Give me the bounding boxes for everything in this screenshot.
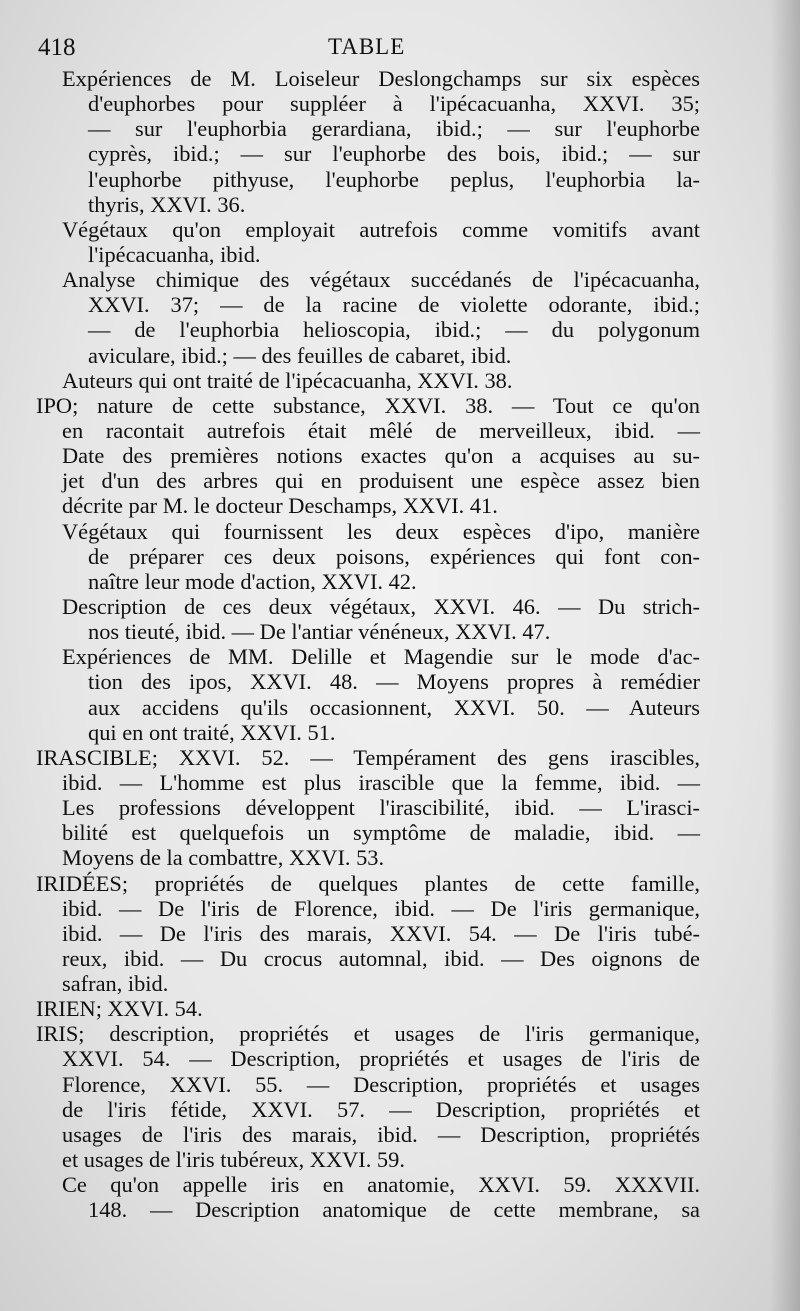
index-subentry-line: l'euphorbe pithyuse, l'euphorbe peplus, l'euphorbia la- bbox=[88, 166, 700, 192]
index-subentry-line: Végétaux qu'on employait autrefois comme vomitifs avant bbox=[62, 216, 700, 242]
index-subentry-line: — de l'euphorbia helioscopia, ibid.; — du polygonum bbox=[88, 317, 700, 343]
index-subentry-line: Florence, XXVI. 55. — Description, propriétés et usages bbox=[62, 1071, 700, 1097]
index-subentry-line: Ce qu'on appelle iris en anatomie, XXVI. 59. XXXVII. bbox=[62, 1172, 700, 1198]
index-subentry-line: naître leur mode d'action, XXVI. 42. bbox=[88, 568, 417, 594]
index-subentry-line: en racontait autrefois était mêlé de merveilleux, ibid. — bbox=[62, 417, 700, 443]
index-subentry-line: qui en ont traité, XXVI. 51. bbox=[88, 719, 336, 745]
page-number: 418 bbox=[38, 34, 76, 61]
index-body bbox=[0, 66, 800, 1222]
index-entry-line: IRIDÉES; propriétés de quelques plantes de cette famille, bbox=[36, 870, 700, 896]
index-subentry-line: Les professions développent l'irascibilité, ibid. — L'irasci- bbox=[62, 795, 700, 821]
index-subentry-line: thyris, XXVI. 36. bbox=[88, 191, 246, 217]
index-subentry-line: de l'iris fétide, XXVI. 57. — Description, propriétés et bbox=[62, 1096, 700, 1122]
index-subentry-line: de préparer ces deux poisons, expériences qui font con- bbox=[88, 543, 700, 569]
index-subentry-line: Analyse chimique des végétaux succédanés de l'ipécacuanha, bbox=[62, 267, 700, 293]
index-entry-line: IRASCIBLE; XXVI. 52. — Tempérament des gens irascibles, bbox=[36, 744, 700, 770]
index-subentry-line: bilité est quelquefois un symptôme de maladie, ibid. — bbox=[62, 820, 700, 846]
index-subentry-line: Description de ces deux végétaux, XXVI. 46. — Du strich- bbox=[62, 593, 700, 619]
index-subentry-line: jet d'un des arbres qui en produisent une espèce assez bien bbox=[62, 468, 700, 494]
page-header bbox=[38, 34, 738, 64]
index-entry-line: IRIS; description, propriétés et usages de l'iris germanique, bbox=[36, 1021, 700, 1047]
index-subentry-line: — sur l'euphorbia gerardiana, ibid.; — sur l'euphorbe bbox=[88, 116, 700, 142]
index-subentry-line: Date des premières notions exactes qu'on a acquises au su- bbox=[62, 443, 700, 469]
index-subentry-line: Moyens de la combattre, XXVI. 53. bbox=[62, 845, 385, 871]
index-subentry-line: XXVI. 54. — Description, propriétés et usages de l'iris de bbox=[62, 1046, 700, 1072]
index-subentry-line: safran, ibid. bbox=[62, 971, 169, 997]
index-subentry-line: aviculare, ibid.; — des feuilles de cabaret, ibid. bbox=[88, 342, 512, 368]
index-subentry-line: nos tieuté, ibid. — De l'antiar vénéneux, XXVI. 47. bbox=[88, 619, 551, 645]
index-subentry-line: Végétaux qui fournissent les deux espèces d'ipo, manière bbox=[62, 518, 700, 544]
running-head: TABLE bbox=[328, 34, 406, 59]
index-subentry-line: et usages de l'iris tubéreux, XXVI. 59. bbox=[62, 1147, 405, 1173]
index-subentry-line: ibid. — L'homme est plus irascible que la femme, ibid. — bbox=[62, 769, 700, 795]
index-subentry-line: ibid. — De l'iris de Florence, ibid. — De l'iris germanique, bbox=[62, 895, 700, 921]
index-subentry-line: d'euphorbes pour suppléer à l'ipécacuanha, XXVI. 35; bbox=[88, 91, 700, 117]
index-subentry-line: aux accidens qu'ils occasionnent, XXVI. 50. — Auteurs bbox=[88, 694, 700, 720]
index-subentry-line: tion des ipos, XXVI. 48. — Moyens propres à remédier bbox=[88, 669, 700, 695]
index-subentry-line: reux, ibid. — Du crocus automnal, ibid. — Des oignons de bbox=[62, 945, 700, 971]
index-subentry-line: décrite par M. le docteur Deschamps, XXVI. 41. bbox=[62, 493, 498, 519]
index-subentry-line: Expériences de MM. Delille et Magendie sur le mode d'ac- bbox=[62, 644, 700, 670]
index-subentry-line: ibid. — De l'iris des marais, XXVI. 54. — De l'iris tubé- bbox=[62, 920, 700, 946]
index-subentry-line: 148. — Description anatomique de cette membrane, sa bbox=[88, 1197, 700, 1223]
index-subentry-line: cyprès, ibid.; — sur l'euphorbe des bois, ibid.; — sur bbox=[88, 141, 700, 167]
index-entry-line: IPO; nature de cette substance, XXVI. 38. — Tout ce qu'on bbox=[36, 392, 700, 418]
index-subentry-line: Auteurs qui ont traité de l'ipécacuanha, XXVI. 38. bbox=[62, 367, 513, 393]
index-subentry-line: usages de l'iris des marais, ibid. — Description, propriétés bbox=[62, 1121, 700, 1147]
index-subentry-line: Expériences de M. Loiseleur Deslongchamps sur six espèces bbox=[62, 66, 700, 91]
index-subentry-line: XXVI. 37; — de la racine de violette odorante, ibid.; bbox=[88, 292, 700, 318]
index-entry-line: IRIEN; XXVI. 54. bbox=[36, 996, 203, 1022]
index-subentry-line: l'ipécacuanha, ibid. bbox=[88, 241, 261, 267]
